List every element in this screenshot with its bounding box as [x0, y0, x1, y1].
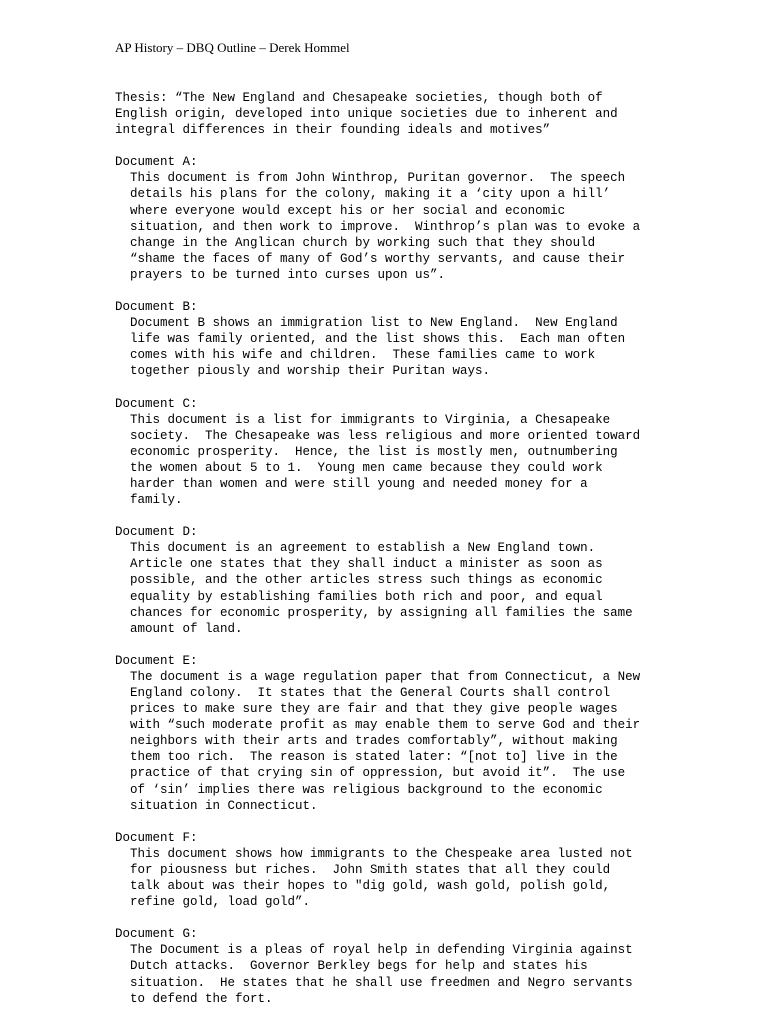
- summary-line: equality by establishing families both rich and poor, and equal: [130, 589, 603, 604]
- document-content: [115, 90, 755, 1023]
- summary-line: The Document is a pleas of royal help in defending Virginia against: [130, 943, 633, 958]
- document-section: [115, 524, 755, 637]
- document-summary: [130, 942, 755, 1006]
- document-summary: [130, 170, 755, 283]
- summary-line: possible, and the other articles stress such things as economic: [130, 573, 603, 588]
- summary-line: them too rich. The reason is stated later: “[not to] live in the: [130, 750, 618, 765]
- summary-line: talk about was their hopes to "dig gold, wash gold, polish gold,: [130, 879, 611, 894]
- summary-line: neighbors with their arts and trades comfortably”, without making: [130, 734, 618, 749]
- summary-line: for piousness but riches. John Smith states that all they could: [130, 862, 611, 877]
- summary-line: prayers to be turned into curses upon us”.: [130, 267, 446, 282]
- summary-line: Document B shows an immigration list to New England. New England: [130, 316, 618, 331]
- document-list: [115, 154, 755, 1006]
- document-title: Document F:: [115, 830, 198, 845]
- page-header: AP History – DBQ Outline – Derek Hommel: [115, 40, 350, 55]
- summary-line: Article one states that they shall induct a minister as soon as: [130, 557, 603, 572]
- summary-line: harder than women and were still young and needed money for a: [130, 476, 588, 491]
- thesis-line: English origin, developed into unique societies due to inherent and: [115, 107, 618, 122]
- summary-line: situation in Connecticut.: [130, 798, 318, 813]
- summary-line: of ‘sin’ implies there was religious background to the economic: [130, 782, 603, 797]
- document-section: [115, 653, 755, 814]
- summary-line: This document shows how immigrants to the Chespeake area lusted not: [130, 846, 633, 861]
- summary-line: comes with his wife and children. These families came to work: [130, 348, 596, 363]
- thesis-line: Thesis: “The New England and Chesapeake societies, though both of: [115, 91, 603, 105]
- document-section: [115, 299, 755, 379]
- summary-line: details his plans for the colony, making it a ‘city upon a hill’: [130, 187, 611, 202]
- summary-line: with “such moderate profit as may enable them to serve God and their: [130, 718, 641, 733]
- summary-line: practice of that crying sin of oppression, but avoid it”. The use: [130, 766, 626, 781]
- document-title: Document D:: [115, 525, 198, 540]
- document-section: [115, 926, 755, 1006]
- summary-line: This document is an agreement to establish a New England town.: [130, 541, 596, 556]
- summary-line: refine gold, load gold”.: [130, 895, 311, 910]
- summary-line: situation. He states that he shall use freedmen and Negro servants: [130, 975, 633, 990]
- thesis-line: integral differences in their founding ideals and motives”: [115, 123, 551, 138]
- document-title: Document A:: [115, 155, 198, 170]
- document-summary: [130, 412, 755, 509]
- summary-line: The document is a wage regulation paper that from Connecticut, a New: [130, 669, 641, 684]
- summary-line: “shame the faces of many of God’s worthy servants, and cause their: [130, 251, 626, 266]
- document-summary: [130, 669, 755, 814]
- summary-line: Dutch attacks. Governor Berkley begs for help and states his: [130, 959, 588, 974]
- document-section: [115, 154, 755, 283]
- document-section: [115, 830, 755, 910]
- summary-line: change in the Anglican church by working such that they should: [130, 235, 596, 250]
- summary-line: economic prosperity. Hence, the list is mostly men, outnumbering: [130, 444, 618, 459]
- thesis-paragraph: [115, 90, 755, 138]
- summary-line: situation, and then work to improve. Winthrop’s plan was to evoke a: [130, 219, 641, 234]
- summary-line: society. The Chesapeake was less religious and more oriented toward: [130, 428, 641, 443]
- summary-line: life was family oriented, and the list shows this. Each man often: [130, 332, 626, 347]
- document-summary: [130, 540, 755, 637]
- summary-line: the women about 5 to 1. Young men came because they could work: [130, 460, 603, 475]
- document-title: Document E:: [115, 653, 198, 668]
- summary-line: England colony. It states that the General Courts shall control: [130, 686, 611, 700]
- summary-line: to defend the fort.: [130, 991, 273, 1006]
- document-title: Document B:: [115, 300, 198, 315]
- summary-line: prices to make sure they are fair and that they give people wages: [130, 702, 618, 717]
- summary-line: This document is a list for immigrants to Virginia, a Chesapeake: [130, 412, 611, 427]
- summary-line: chances for economic prosperity, by assigning all families the same: [130, 605, 633, 620]
- summary-line: together piously and worship their Puritan ways.: [130, 364, 491, 379]
- document-section: [115, 396, 755, 509]
- summary-line: This document is from John Winthrop, Puritan governor. The speech: [130, 171, 626, 186]
- summary-line: family.: [130, 493, 183, 508]
- summary-line: amount of land.: [130, 621, 243, 636]
- summary-line: where everyone would except his or her social and economic: [130, 203, 566, 218]
- document-title: Document G:: [115, 927, 198, 942]
- document-summary: [130, 846, 755, 910]
- document-summary: [130, 315, 755, 379]
- document-title: Document C:: [115, 396, 198, 411]
